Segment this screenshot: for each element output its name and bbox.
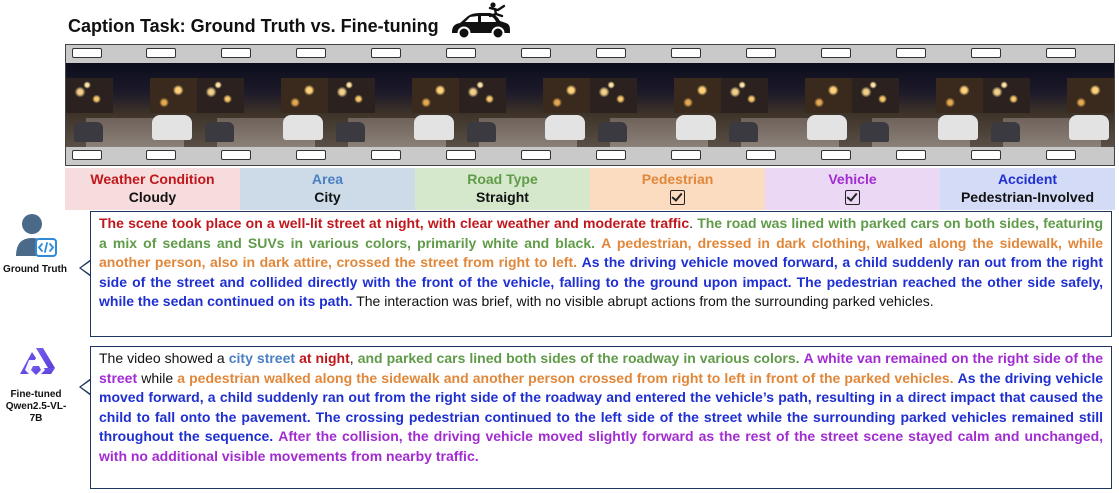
caption-segment: After the collision, the driving vehicle moved slightly forward as the rest of the street scene stayed calm and unchanged, with no additional visible movements from nearby traffic. — [99, 428, 1104, 464]
filmstrip-hole — [746, 150, 776, 160]
filmstrip-hole — [371, 48, 401, 58]
checkbox-checked-icon — [845, 190, 860, 205]
attribute-key: Weather Condition — [90, 171, 215, 187]
filmstrip-hole — [446, 150, 476, 160]
video-frame — [852, 63, 983, 147]
attribute-value — [765, 188, 940, 208]
caption-segment: The road was lined with parked cars on both sides, featuring a mix of sedans and SUVs in various colors, primarily white and black. — [99, 215, 1104, 251]
filmstrip-hole — [221, 48, 251, 58]
car-accident-icon — [446, 2, 514, 42]
attribute-key: Accident — [997, 171, 1058, 187]
caption-segment: The video showed a — [99, 350, 229, 366]
filmstrip-hole — [521, 150, 551, 160]
attribute-key: Road Type — [467, 171, 538, 187]
attribute-value: Cloudy — [128, 189, 177, 205]
filmstrip-hole — [896, 48, 926, 58]
attribute-cell — [590, 168, 765, 210]
filmstrip-hole — [1046, 150, 1076, 160]
video-frame — [983, 63, 1114, 147]
caption-segment: a pedestrian walked along the sidewalk and another person crossed from right to left in front of the parked vehicles. — [177, 369, 954, 386]
attribute-cell — [765, 168, 940, 210]
filmstrip-hole — [1046, 48, 1076, 58]
filmstrip-hole — [446, 48, 476, 58]
filmstrip-hole — [371, 150, 401, 160]
attribute-table — [65, 168, 1115, 210]
filmstrip-hole — [221, 150, 251, 160]
filmstrip-hole — [746, 48, 776, 58]
user-code-icon — [14, 212, 58, 258]
ground-truth-label: Ground Truth — [3, 264, 67, 275]
video-frame — [66, 63, 197, 147]
filmstrip-hole — [72, 150, 102, 160]
qwen-logo-icon — [15, 346, 57, 386]
caption-segment: As the driving vehicle moved forward, a child suddenly ran out from the right side of the roadway and entered the vehicle’s path, resulting in a direct impact that caused the child to fall onto the pavement. The crossing pedestrian continued to the left side of the street while the surrounding parked vehicles remained still throughout the sequence. — [99, 369, 1103, 444]
caption-segment: A white van remained on the right side of the street — [99, 350, 1104, 386]
filmstrip-hole — [896, 150, 926, 160]
caption-segment: and parked cars lined both sides of the roadway in various colors. — [357, 350, 800, 366]
checkbox-checked-icon — [670, 190, 685, 205]
filmstrip-hole — [671, 48, 701, 58]
attribute-cell — [240, 168, 415, 210]
caption-segment: . — [689, 215, 698, 231]
attribute-key: Vehicle — [828, 171, 877, 187]
caption-segment: , — [349, 350, 358, 366]
filmstrip-holes-top — [66, 48, 1114, 62]
attribute-value: Straight — [476, 189, 529, 205]
caption-segment: while — [137, 369, 178, 386]
filmstrip-hole — [971, 150, 1001, 160]
caption-segment: As the driving vehicle moved forward, a child suddenly ran out from the right side of the street and collided directly with the front of the vehicle, falling to the ground upon impact. The pedestrian reached the other side safely, while the sedan continued on its path. — [99, 254, 1104, 309]
fine-tuned-label — [0, 389, 72, 425]
filmstrip-hole — [596, 150, 626, 160]
attribute-value: Pedestrian-Involved — [960, 189, 1095, 205]
attribute-cell — [65, 168, 240, 210]
attribute-key: Area — [311, 171, 344, 187]
attribute-cell — [940, 168, 1115, 210]
filmstrip-hole — [971, 48, 1001, 58]
caption-segment: The interaction was brief, with no visible abrupt actions from the surrounding parked vehicles. — [352, 293, 934, 309]
filmstrip-hole — [596, 48, 626, 58]
caption-segment: at night — [299, 350, 350, 366]
filmstrip-hole — [146, 150, 176, 160]
filmstrip-hole — [146, 48, 176, 58]
video-frame — [197, 63, 328, 147]
filmstrip-hole — [821, 48, 851, 58]
filmstrip-hole — [296, 150, 326, 160]
video-frame — [721, 63, 852, 147]
caption-segment: city street — [228, 350, 296, 366]
caption-segment: The scene took place on a well-lit street at night, with clear weather and moderate traffic — [99, 215, 690, 231]
attribute-value: City — [314, 189, 341, 205]
filmstrip-hole — [521, 48, 551, 58]
video-frame — [459, 63, 590, 147]
fine-tuned-label-line1: Fine-tuned — [10, 389, 62, 400]
attribute-key: Pedestrian — [641, 171, 714, 187]
filmstrip-hole — [671, 150, 701, 160]
ground-truth-caption — [90, 211, 1112, 337]
video-frame — [590, 63, 721, 147]
attribute-cell — [415, 168, 590, 210]
caption-segment: A pedestrian, dressed in dark clothing, walked along the sidewalk, while another person, also in dark attire, crossed the street from right to left. — [99, 234, 1104, 270]
video-frame — [328, 63, 459, 147]
filmstrip-hole — [821, 150, 851, 160]
filmstrip-hole — [296, 48, 326, 58]
video-filmstrip — [65, 44, 1115, 166]
filmstrip-holes-bottom — [66, 150, 1114, 164]
fine-tuned-label-line2: Qwen2.5-VL-7B — [5, 401, 67, 424]
filmstrip-hole — [72, 48, 102, 58]
figure-title: Caption Task: Ground Truth vs. Fine-tuning — [68, 16, 439, 36]
attribute-value — [590, 188, 765, 208]
fine-tuned-caption — [90, 346, 1112, 489]
